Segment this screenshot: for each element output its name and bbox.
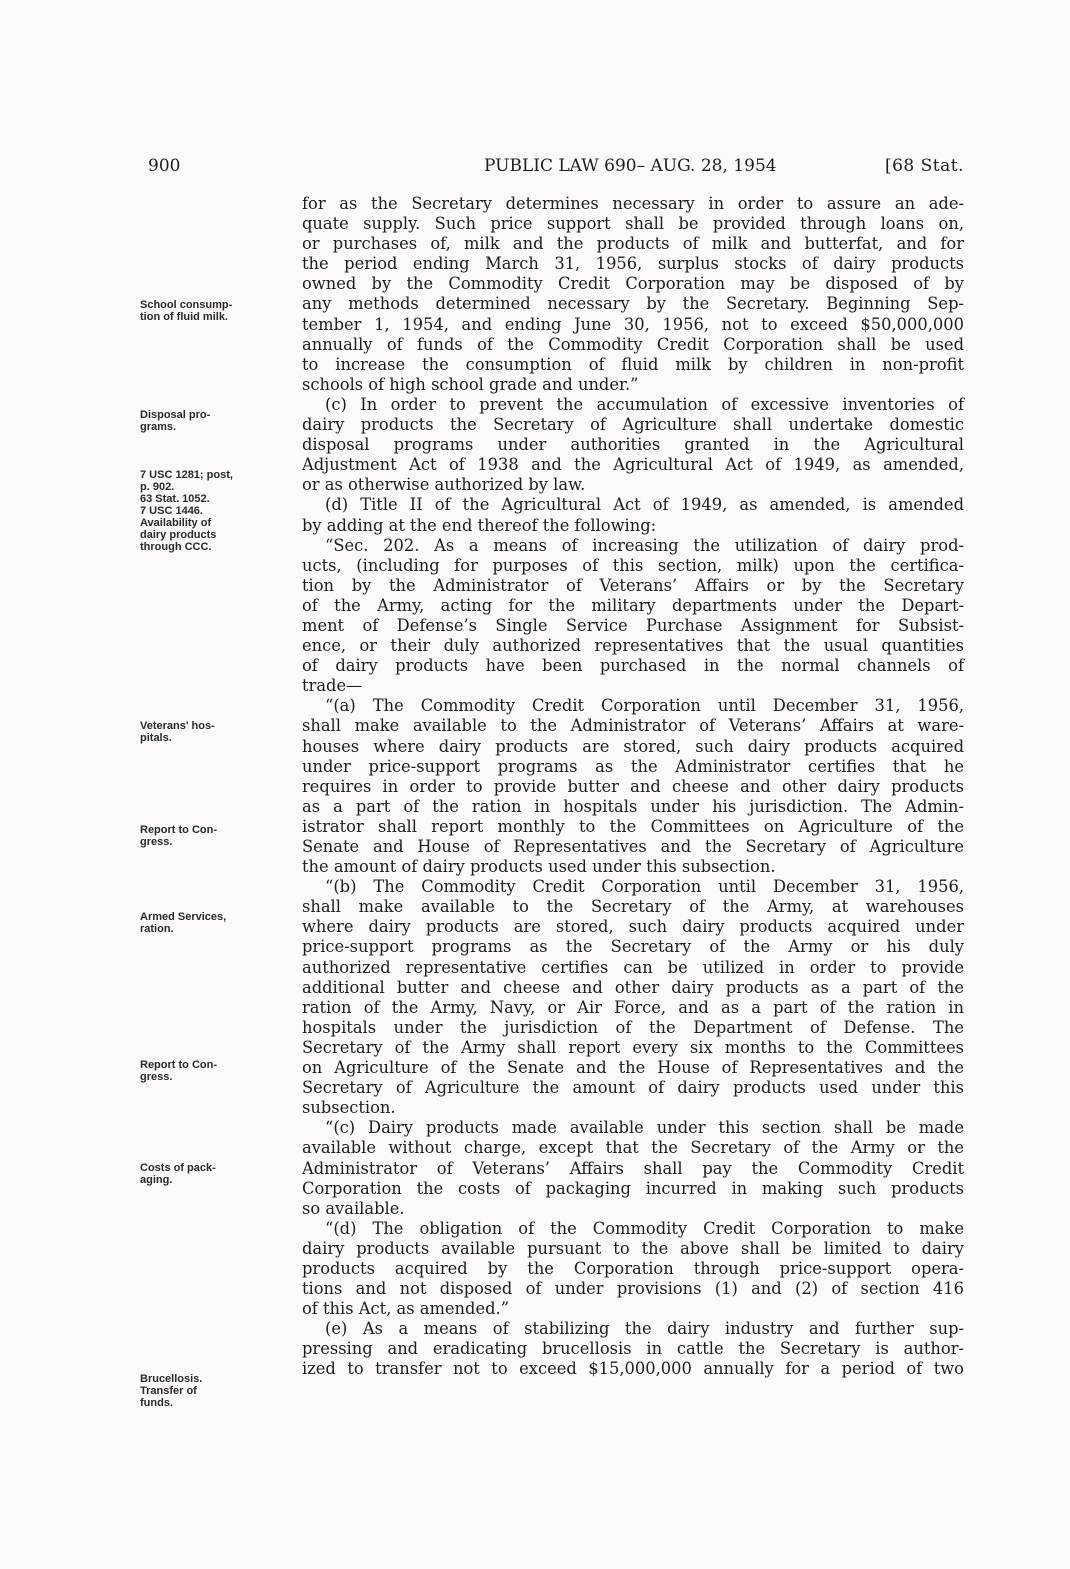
text-line: shall make available to the Administrator of Veterans’ Affairs at ware-: [302, 716, 964, 736]
text-line: dairy products the Secretary of Agriculture shall undertake domestic: [302, 415, 964, 435]
text-line: tion by the Administrator of Veterans’ Affairs or by the Secretary: [302, 575, 964, 595]
text-line: “(b) The Commodity Credit Corporation until December 31, 1956,: [325, 877, 964, 897]
text-line: schools of high school grade and under.”: [302, 374, 639, 394]
text-line: or as otherwise authorized by law.: [302, 475, 586, 495]
text-line: of this Act, as amended.”: [302, 1299, 510, 1319]
text-line: trade—: [302, 676, 363, 696]
text-line: price-support programs as the Secretary of the Army or his duly: [302, 937, 964, 957]
margin-note-transfer-of-funds: Transfer of funds.: [140, 1385, 197, 1409]
text-line: houses where dairy products are stored, such dairy products acquired: [302, 736, 964, 756]
page-header: [148, 156, 970, 180]
text-line: subsection.: [302, 1098, 396, 1118]
text-line: any methods determined necessary by the Secretary. Beginning Sep-: [302, 294, 964, 314]
text-line: dairy products available pursuant to the above shall be limited to dairy: [302, 1238, 964, 1258]
text-line: or purchases of, milk and the products of milk and butterfat, and for: [302, 234, 964, 254]
text-line: available without charge, except that the Secretary of the Army or the: [302, 1138, 964, 1158]
text-line: pressing and eradicating brucellosis in cattle the Secretary is author-: [302, 1339, 964, 1359]
text-line: authorized representative certifies can be utilized in order to provide: [302, 957, 964, 977]
statute-reference: [68 Stat.: [884, 156, 964, 176]
text-line: ized to transfer not to exceed $15,000,000 annually for a period of two: [302, 1359, 964, 1379]
text-line: (e) As a means of stabilizing the dairy industry and further sup-: [325, 1319, 964, 1339]
text-line: owned by the Commodity Credit Corporation may be disposed of by: [302, 274, 964, 294]
page-number: 900: [148, 156, 181, 176]
text-line: the period ending March 31, 1956, surplus stocks of dairy products: [302, 254, 964, 274]
text-line: under price-support programs as the Administrator certifies that he: [302, 756, 964, 776]
margin-note-citation: 7 USC 1281; post, p. 902. 63 Stat. 1052. 7 USC 1446.: [140, 469, 233, 517]
text-line: disposal programs under authorities granted in the Agricultural: [302, 435, 964, 455]
text-line: tember 1, 1954, and ending June 30, 1956, not to exceed $50,000,000: [302, 314, 964, 334]
text-line: where dairy products are stored, such dairy products acquired under: [302, 917, 964, 937]
margin-note-availability: Availability of dairy products through CCC.: [140, 517, 217, 553]
text-line: “Sec. 202. As a means of increasing the utilization of dairy prod-: [325, 535, 964, 555]
text-line: products acquired by the Corporation through price-support opera-: [302, 1258, 964, 1278]
text-line: by adding at the end thereof the following:: [302, 515, 657, 535]
text-line: quate supply. Such price support shall be provided through loans on,: [302, 214, 964, 234]
text-line: hospitals under the jurisdiction of the Department of Defense. The: [302, 1017, 964, 1037]
text-line: Secretary of Agriculture the amount of dairy products used under this: [302, 1078, 964, 1098]
text-line: Senate and House of Representatives and the Secretary of Agriculture: [302, 837, 964, 856]
margin-note-brucellosis: Brucellosis.: [140, 1373, 203, 1385]
text-line: Corporation the costs of packaging incurred in making such products: [302, 1178, 964, 1198]
text-line: tions and not disposed of under provisions (1) and (2) of section 416: [302, 1279, 964, 1299]
text-line: additional butter and cheese and other dairy products as a part of the: [302, 977, 964, 997]
margin-note-school-consumption: School consump- tion of fluid milk.: [140, 299, 233, 323]
text-line: to increase the consumption of fluid milk by children in non-profit: [302, 354, 964, 374]
text-line: as a part of the ration in hospitals under his jurisdiction. The Admin-: [302, 796, 964, 816]
margin-note-disposal-programs: Disposal pro- grams.: [140, 409, 211, 433]
text-line: “(c) Dairy products made available under this section shall be made: [325, 1118, 964, 1138]
text-line: ration of the Army, Navy, or Air Force, and as a part of the ration in: [302, 997, 964, 1017]
text-line: istrator shall report monthly to the Committees on Agriculture of the: [302, 816, 964, 836]
statute-body-text: [302, 194, 964, 1380]
text-line: shall make available to the Secretary of the Army, at warehouses: [302, 897, 964, 917]
margin-note-report-to-congress: Report to Con- gress.: [140, 824, 217, 848]
text-line: for as the Secretary determines necessary in order to assure an ade-: [302, 194, 964, 213]
margin-note-veterans-hospitals: Veterans' hos- pitals.: [140, 720, 215, 744]
text-line: Adjustment Act of 1938 and the Agricultural Act of 1949, as amended,: [302, 455, 964, 475]
text-line: ence, or their duly authorized representatives that the usual quantities: [302, 636, 964, 656]
text-line: on Agriculture of the Senate and the House of Representatives and the: [302, 1058, 964, 1078]
margin-note-costs-of-packaging: Costs of pack- aging.: [140, 1162, 216, 1186]
text-line: of the Army, acting for the military departments under the Depart-: [302, 595, 964, 615]
text-line: so available.: [302, 1198, 405, 1218]
text-line: (c) In order to prevent the accumulation of excessive inventories of: [325, 394, 964, 414]
text-line: of dairy products have been purchased in the normal channels of: [302, 656, 964, 676]
running-title: PUBLIC LAW 690– AUG. 28, 1954: [484, 156, 777, 176]
text-line: “(a) The Commodity Credit Corporation until December 31, 1956,: [325, 696, 964, 716]
text-line: (d) Title II of the Agricultural Act of 1949, as amended, is amended: [325, 495, 964, 515]
text-line: ucts, (including for purposes of this section, milk) upon the certifica-: [302, 555, 964, 575]
text-line: the amount of dairy products used under this subsection.: [302, 857, 776, 877]
text-line: requires in order to provide butter and cheese and other dairy products: [302, 776, 964, 796]
text-line: ment of Defense’s Single Service Purchase Assignment for Subsist-: [302, 615, 964, 635]
text-line: annually of funds of the Commodity Credit Corporation shall be used: [302, 334, 964, 354]
text-line: Administrator of Veterans’ Affairs shall pay the Commodity Credit: [302, 1158, 964, 1178]
text-line: “(d) The obligation of the Commodity Credit Corporation to make: [325, 1218, 964, 1238]
text-line: Secretary of the Army shall report every six months to the Committees: [302, 1037, 964, 1057]
margin-note-armed-services: Armed Services, ration.: [140, 911, 227, 935]
margin-note-report-to-congress-2: Report to Con- gress.: [140, 1059, 217, 1083]
